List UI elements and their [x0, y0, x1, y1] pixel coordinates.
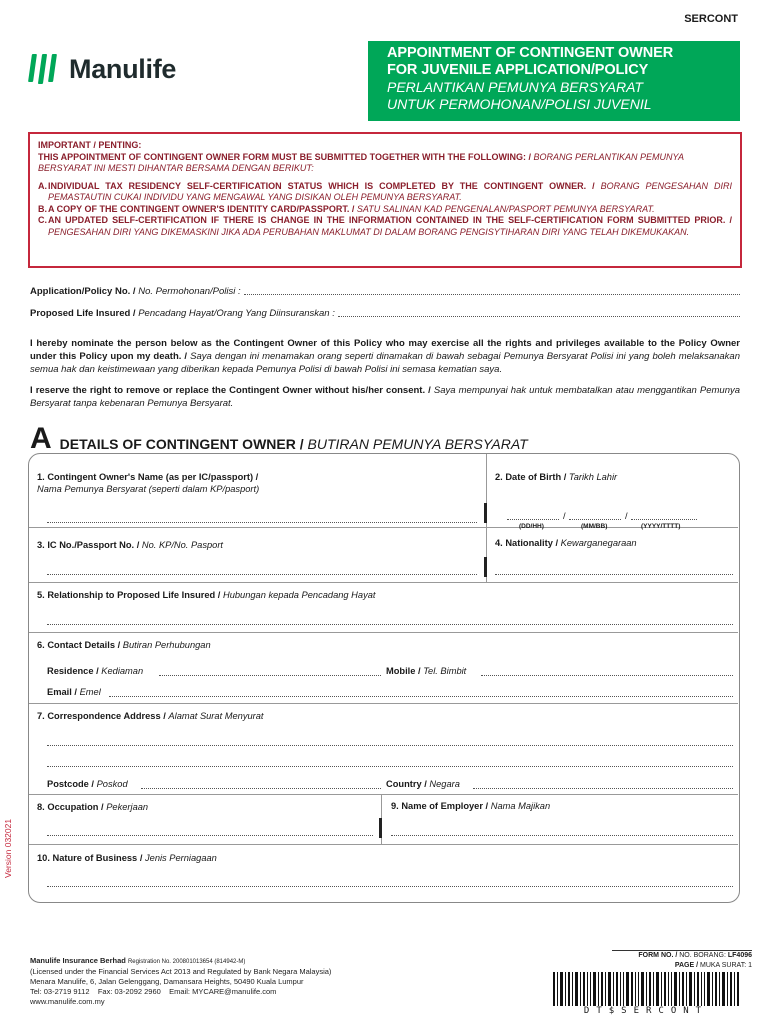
residence-input[interactable] — [159, 675, 381, 676]
mobile-input[interactable] — [481, 675, 733, 676]
important-heading: IMPORTANT / PENTING: — [38, 140, 142, 150]
brand-name: Manulife — [69, 53, 177, 84]
life-insured-field[interactable]: Proposed Life Insured / Pencadang Hayat/Orang Yang Diinsuranskan : — [30, 308, 740, 319]
barcode — [553, 972, 739, 1008]
contact-details-label: 6. Contact Details / Butiran Perhubungan — [37, 640, 211, 650]
employer-input[interactable] — [391, 835, 733, 836]
important-item-a: A. INDIVIDUAL TAX RESIDENCY SELF-CERTIFICATION STATUS WHICH IS COMPLETED BY THE CONTINGENT OWNER. / BORANG PENGESAHAN DIRI PEMASTAUTIN CUKAI INDIVIDU YANG MENGAWAL YANG DISIKAN OLEH PEMUNYA BERSYARAT. — [38, 180, 732, 202]
version-label: Version 032021 — [3, 818, 13, 878]
field-tab-marker — [484, 503, 487, 523]
section-a-header: A DETAILS OF CONTINGENT OWNER / BUTIRAN PEMUNYA BERSYARAT — [30, 422, 528, 455]
employer-label: 9. Name of Employer / Nama Majikan — [391, 801, 551, 811]
address-line-2-input[interactable] — [47, 766, 733, 767]
form-title-box — [368, 41, 740, 121]
policy-no-field[interactable]: Application/Policy No. / No. Permohonan/Polisi : — [30, 286, 740, 297]
address-label: 7. Correspondence Address / Alamat Surat Menyurat — [37, 711, 264, 721]
ic-passport-input[interactable] — [47, 574, 477, 575]
title-en-1: APPOINTMENT OF CONTINGENT OWNER — [387, 45, 674, 61]
contingent-owner-details: 1. Contingent Owner's Name (as per IC/passport) / Nama Pemunya Bersyarat (seperti dalam KP/pasport) 2. Date of Birth / Tarikh Lahir / / (DD/HH) (MM/BB) (YYYY/TTTT) 3. IC No./Passport No. / No. KP/No. Pasport 4. Nationality / Kewarganegaraan 5. Relationship to Proposed Life Insured / Hubungan kepada Pencadang Hayat 6. Contact Details / Butiran Perhubungan Residence / Kediaman Mobile / Tel. Bimbit Email / Emel 7. Correspondence Address / Alamat Surat Menyurat Postcode / Poskod Country / Negara 8. Occupation / Pekerjaan 9. Name of Employer / Nama Majikan 10. Nature of Business / Jenis Perniagaan — [28, 453, 740, 903]
title-en-2: FOR JUVENILE APPLICATION/POLICY — [387, 62, 649, 78]
country-label: Country / Negara — [386, 779, 460, 789]
field-tab-marker — [484, 557, 487, 577]
country-input[interactable] — [473, 788, 733, 789]
nationality-input[interactable] — [495, 574, 733, 575]
mobile-label: Mobile / Tel. Bimbit — [386, 666, 467, 676]
contingent-owner-name-label: 1. Contingent Owner's Name (as per IC/passport) / Nama Pemunya Bersyarat (seperti dalam KP/pasport) — [37, 472, 260, 494]
nature-of-business-input[interactable] — [47, 886, 733, 887]
dob-label: 2. Date of Birth / Tarikh Lahir — [495, 472, 618, 482]
relationship-input[interactable] — [47, 624, 733, 625]
postcode-input[interactable] — [141, 788, 381, 789]
dob-year-input[interactable] — [631, 519, 697, 520]
ic-passport-label: 3. IC No./Passport No. / No. KP/No. Pasport — [37, 540, 224, 550]
title-my-2: UNTUK PERMOHONAN/POLISI JUVENIL — [387, 96, 652, 112]
manulife-logo-icon — [30, 54, 55, 84]
contingent-owner-name-input[interactable] — [47, 522, 477, 523]
reservation-declaration: I reserve the right to remove or replace the Contingent Owner without his/her consent. / Saya mempunyai hak untuk membatalkan atau menggantikan Pemunya Bersyarat tanpa kebenaran Pemunya Bersyarat. — [30, 385, 741, 409]
email-input[interactable] — [109, 696, 733, 697]
important-intro: THIS APPOINTMENT OF CONTINGENT OWNER FORM MUST BE SUBMITTED TOGETHER WITH THE FOLLOWING: / BORANG PERLANTIKAN PEMUNYA BERSYARAT INI MESTI DIHANTAR BERSAMA DENGAN BERIKUT: — [38, 151, 684, 173]
email-label: Email / Emel — [47, 687, 101, 697]
residence-label: Residence / Kediaman — [47, 666, 144, 676]
manulife-logo — [30, 54, 176, 84]
nationality-label: 4. Nationality / Kewarganegaraan — [495, 538, 637, 548]
relationship-label: 5. Relationship to Proposed Life Insured / Hubungan kepada Pencadang Hayat — [37, 590, 376, 600]
dob-day-hint: (DD/HH) — [519, 523, 544, 530]
company-footer: Manulife Insurance Berhad Registration No. 200801013654 (814942-M) (Licensed under the Financial Services Act 2013 and Regulated by Bank Negara Malaysia) Menara Manulife, 6, Jalan Gelenggang, Damansara Heights, 50490 Kuala Lumpur Tel: 03-2719 9112 Fax: 03-2092 2960 Email: MYCARE@manulife.com www.manulife.com.my — [30, 956, 332, 1006]
form-number-block: FORM NO. / NO. BORANG: LF4096 PAGE / MUKA SURAT: 1 — [612, 950, 752, 971]
section-letter: A — [30, 422, 52, 455]
dob-month-hint: (MM/BB) — [581, 523, 608, 530]
dob-month-input[interactable] — [569, 519, 621, 520]
occupation-label: 8. Occupation / Pekerjaan — [37, 802, 149, 812]
address-line-1-input[interactable] — [47, 745, 733, 746]
barcode-text: DT$SERCONT — [583, 1006, 709, 1016]
dob-year-hint: (YYYY/TTTT) — [641, 523, 681, 530]
important-notice — [28, 132, 742, 268]
postcode-label: Postcode / Poskod — [47, 779, 128, 789]
nature-of-business-label: 10. Nature of Business / Jenis Perniagaan — [37, 853, 217, 863]
important-item-c: C. AN UPDATED SELF-CERTIFICATION IF THERE IS CHANGE IN THE INFORMATION CONTAINED IN THE SELF-CERTIFICATION FORM SUBMITTED PRIOR. / PENGESAHAN DIRI YANG DIKEMASKINI JIKA ADA PERUBAHAN MAKLUMAT DI DALAM BORANG PENGISYTIHARAN DIRI YANG TELAH DIKEMUKAKAN. — [38, 215, 732, 237]
occupation-input[interactable] — [47, 835, 373, 836]
dob-day-input[interactable] — [507, 519, 559, 520]
title-my-1: PERLANTIKAN PEMUNYA BERSYARAT — [387, 79, 643, 95]
nomination-declaration: I hereby nominate the person below as the Contingent Owner of this Policy who may exercise all the rights and privileges available to the Policy Owner under this Policy upon my death. / Saya dengan ini menamakan orang seperti dinamakan di bawah sebagai Pemunya Bersyarat Polisi ini yang boleh melaksanakan semua hak dan keistimewaan yang diberikan kepada Pemunya Polisi di bawah Polisi ini semasa kematian saya. — [30, 338, 740, 375]
important-item-b: B. A COPY OF THE CONTINGENT OWNER'S IDENTITY CARD/PASSPORT. / SATU SALINAN KAD PENGENALAN/PASPORT PEMUNYA BERSYARAT. — [38, 203, 655, 214]
form-code: SERCONT — [684, 13, 738, 25]
field-tab-marker — [379, 818, 382, 838]
